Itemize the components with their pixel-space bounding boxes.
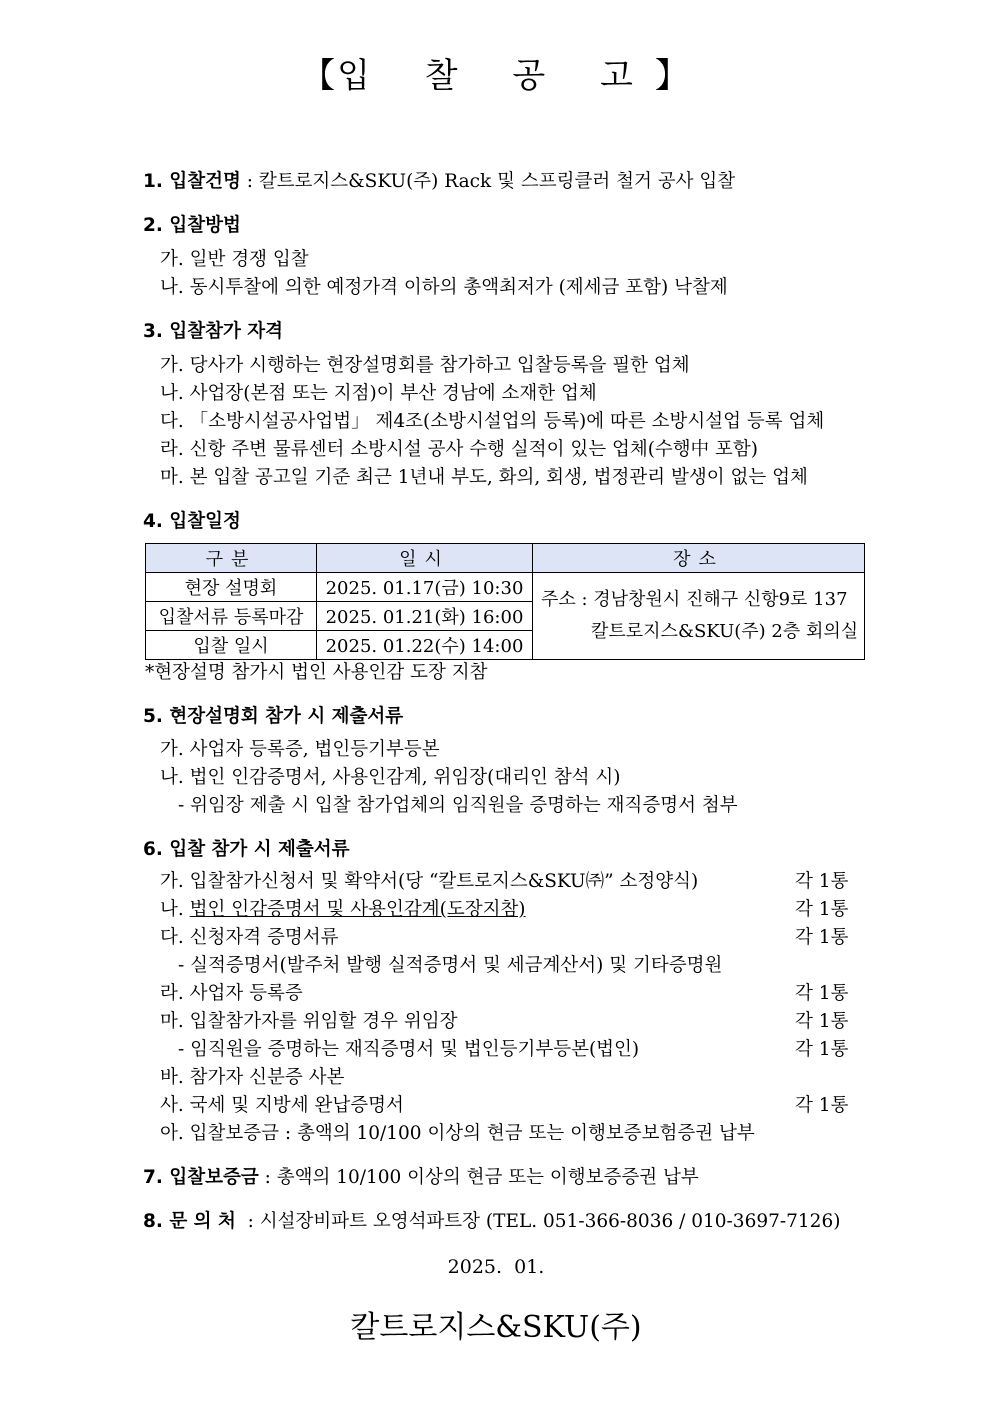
section-5-heading: 5. 현장설명회 참가 시 제출서류 bbox=[143, 706, 404, 727]
item-underlined-text: 법인 인감증명서 및 사용인감계(도장지참) bbox=[189, 899, 526, 920]
section-6-item: 라. 사업자 등록증 bbox=[160, 983, 303, 1004]
title-text: 입 찰 공 고 bbox=[337, 56, 655, 96]
item-quantity: 각 1통 bbox=[795, 1095, 849, 1116]
schedule-note: *현장설명 참가시 법인 사용인감 도장 지참 bbox=[145, 662, 488, 683]
company-name: 칼트로지스&SKU(주) bbox=[350, 1310, 642, 1345]
section-7 bbox=[143, 1166, 699, 1190]
page-title bbox=[0, 48, 992, 97]
section-4-heading: 4. 입찰일정 bbox=[143, 511, 241, 532]
column-header: 장소 bbox=[533, 544, 865, 573]
section-6-item: 아. 입찰보증금 : 총액의 10/100 이상의 현금 또는 이행보증보험증권 납부 bbox=[160, 1123, 755, 1144]
schedule-datetime: 2025. 01.17(금) 10:30 bbox=[317, 573, 533, 602]
item-quantity: 각 1통 bbox=[795, 899, 849, 920]
item-quantity: 각 1통 bbox=[795, 871, 849, 892]
section-3-item: 다. 「소방시설공사업법」 제4조(소방시설업의 등록)에 따른 소방시설업 등록 업체 bbox=[160, 411, 825, 432]
schedule-label: 현장 설명회 bbox=[146, 573, 317, 602]
item-prefix: 나. bbox=[160, 899, 190, 920]
section-5-item: 가. 사업자 등록증, 법인등기부등본 bbox=[160, 739, 440, 760]
schedule-place bbox=[533, 573, 865, 660]
schedule-table bbox=[145, 543, 865, 660]
section-2-heading: 2. 입찰방법 bbox=[143, 215, 241, 236]
section-5-item: 나. 법인 인감증명서, 사용인감계, 위임장(대리인 참석 시) bbox=[160, 767, 621, 788]
schedule-row bbox=[146, 573, 865, 602]
item-quantity: 각 1통 bbox=[795, 983, 849, 1004]
section-3-item: 가. 당사가 시행하는 현장설명회를 참가하고 입찰등록을 필한 업체 bbox=[160, 355, 690, 376]
schedule-datetime: 2025. 01.21(화) 16:00 bbox=[317, 602, 533, 631]
title-close-bracket: 】 bbox=[654, 56, 691, 96]
section-2-item: 나. 동시투찰에 의한 예정가격 이하의 총액최저가 (제세금 포함) 낙찰제 bbox=[160, 277, 728, 298]
section-3-item: 마. 본 입찰 공고일 기준 최근 1년내 부도, 화의, 회생, 법정관리 발생이 없는 업체 bbox=[160, 467, 808, 488]
section-2-item: 가. 일반 경쟁 입찰 bbox=[160, 249, 309, 270]
schedule-label: 입찰서류 등록마감 bbox=[146, 602, 317, 631]
section-6-subitem: - 실적증명서(발주처 발행 실적증명서 및 세금계산서) 및 기타증명원 bbox=[178, 955, 723, 976]
title-open-bracket: 【 bbox=[301, 56, 338, 96]
section-7-heading: 7. 입찰보증금 bbox=[143, 1167, 259, 1188]
section-5-subitem: - 위임장 제출 시 입찰 참가업체의 임직원을 증명하는 재직증명서 첨부 bbox=[178, 795, 738, 816]
section-7-body: : 총액의 10/100 이상의 현금 또는 이행보증증권 납부 bbox=[258, 1167, 699, 1188]
place-address: 주소 : 경남창원시 진해구 신항9로 137 bbox=[541, 589, 848, 610]
schedule-label: 입찰 일시 bbox=[146, 631, 317, 660]
item-quantity: 각 1통 bbox=[795, 927, 849, 948]
item-quantity: 각 1통 bbox=[795, 1039, 849, 1060]
column-header: 일시 bbox=[317, 544, 533, 573]
section-6-item: 다. 신청자격 증명서류 bbox=[160, 927, 339, 948]
section-1 bbox=[143, 170, 735, 194]
section-1-body: : 칼트로지스&SKU(주) Rack 및 스프링클러 철거 공사 입찰 bbox=[240, 171, 736, 192]
section-6-subitem: - 임직원을 증명하는 재직증명서 및 법인등기부등본(법인) bbox=[178, 1039, 640, 1060]
section-6-item: 바. 참가자 신분증 사본 bbox=[160, 1067, 345, 1088]
section-6-item: 가. 입찰참가신청서 및 확약서(당 “칼트로지스&SKU㈜” 소정양식) bbox=[160, 871, 699, 892]
item-quantity: 각 1통 bbox=[795, 1011, 849, 1032]
section-6-item bbox=[160, 898, 526, 922]
section-6-item: 사. 국세 및 지방세 완납증명서 bbox=[160, 1095, 404, 1116]
section-6-heading: 6. 입찰 참가 시 제출서류 bbox=[143, 839, 350, 860]
section-8 bbox=[143, 1210, 840, 1234]
section-6-item: 마. 입찰참가자를 위임할 경우 위임장 bbox=[160, 1011, 458, 1032]
schedule-header-row bbox=[146, 544, 865, 573]
notice-date: 2025. 01. bbox=[447, 1256, 545, 1278]
section-8-heading: 8. 문 의 처 bbox=[143, 1211, 236, 1232]
place-room: 칼트로지스&SKU(주) 2층 회의실 bbox=[591, 621, 859, 642]
section-3-item: 라. 신항 주변 물류센터 소방시설 공사 수행 실적이 있는 업체(수행中 포함) bbox=[160, 439, 759, 460]
schedule-datetime: 2025. 01.22(수) 14:00 bbox=[317, 631, 533, 660]
contact-info: : 시설장비파트 오영석파트장 (TEL. 051-366-8036 / 010-3697-7126) bbox=[235, 1211, 841, 1232]
section-3-heading: 3. 입찰참가 자격 bbox=[143, 321, 284, 342]
column-header: 구분 bbox=[146, 544, 317, 573]
section-1-heading: 1. 입찰건명 bbox=[143, 171, 241, 192]
section-3-item: 나. 사업장(본점 또는 지점)이 부산 경남에 소재한 업체 bbox=[160, 383, 597, 404]
